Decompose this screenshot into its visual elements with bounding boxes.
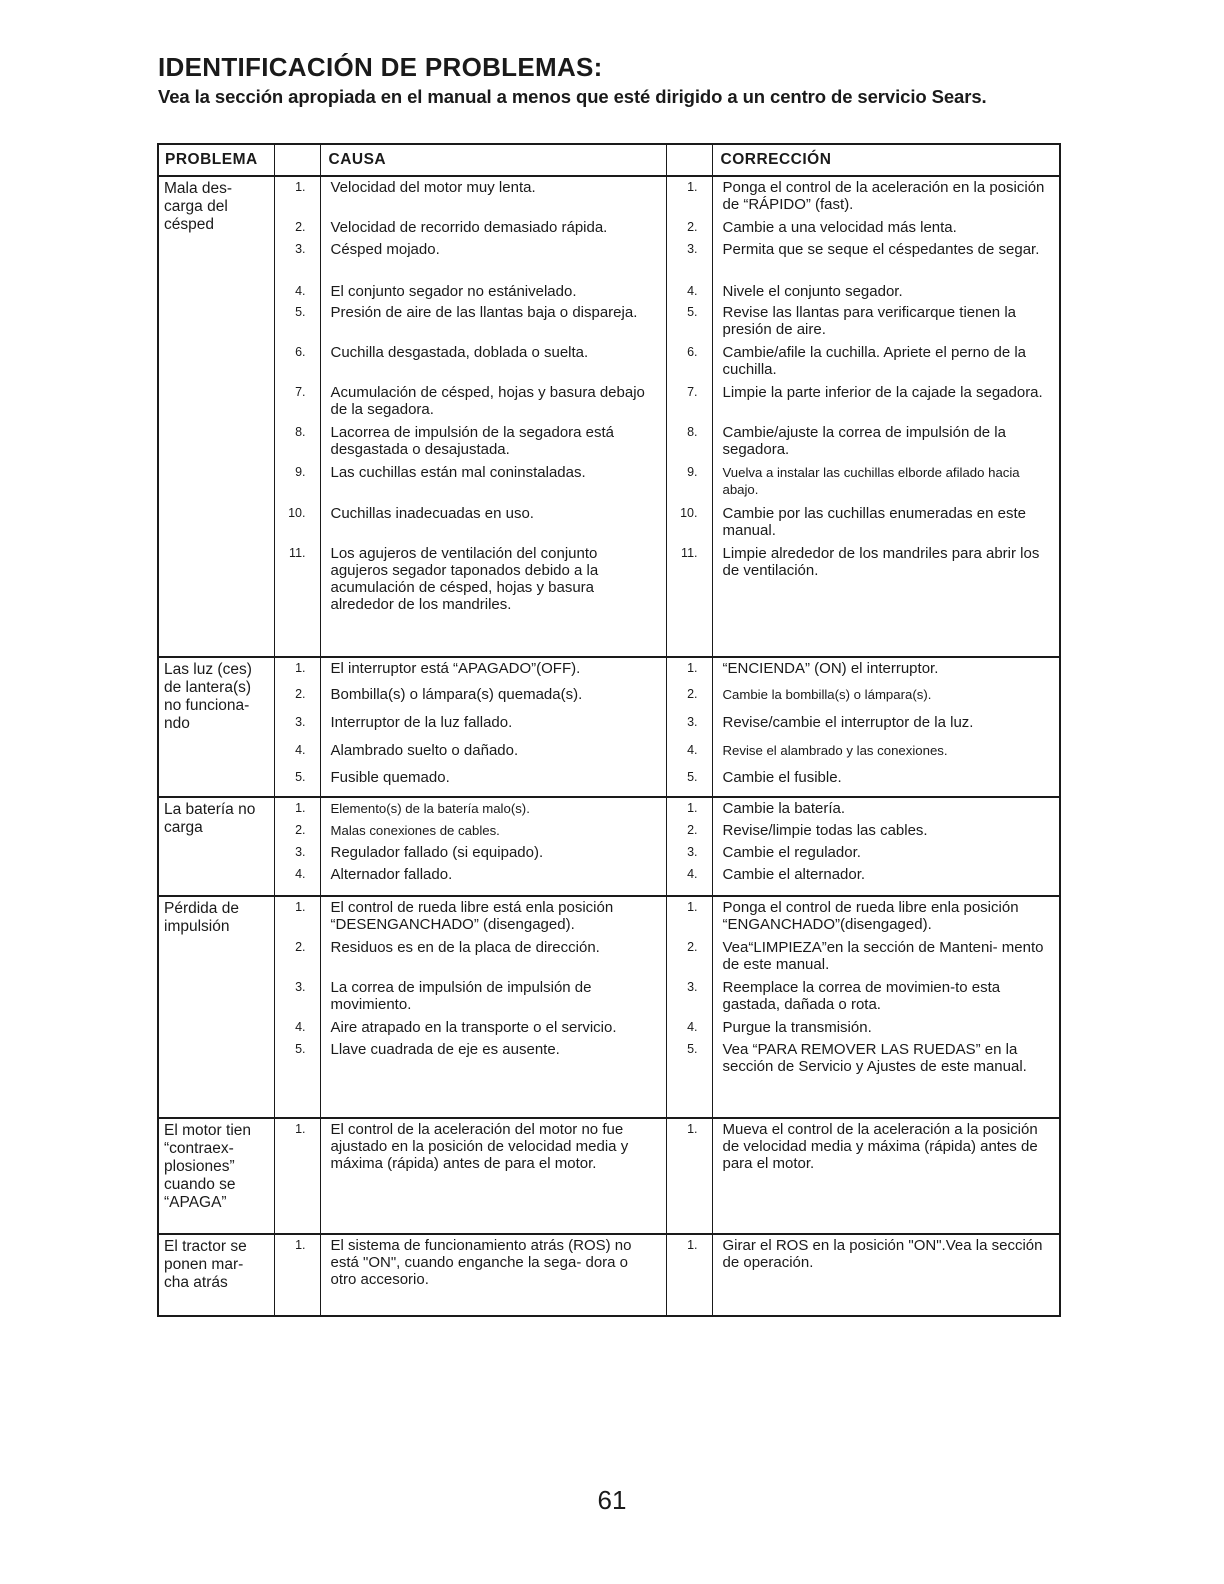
cause-text: Residuos es en de la placa de dirección. — [330, 939, 600, 956]
correction-text: Cambie la bombilla(s) o lámpara(s). — [722, 687, 932, 702]
correction-text: Cambie la batería. — [722, 800, 846, 817]
cause-text: Bombilla(s) o lámpara(s) quemada(s). — [330, 686, 583, 703]
correction-text: Ponga el control de rueda libre enla posición “ENGANCHADO”(disengaged). — [722, 899, 1019, 933]
cause-text: La correa de impulsión de impulsión de movimiento. — [330, 979, 592, 1013]
cause-number: 2. — [295, 823, 306, 837]
cause-number: 10. — [288, 506, 306, 520]
cause-text: Malas conexiones de cables. — [330, 823, 500, 838]
header-problem: PROBLEMA — [158, 144, 274, 176]
cause-number: 1. — [295, 801, 306, 815]
cause-text: El conjunto segador no estánivelado. — [330, 283, 577, 300]
cause-number: 2. — [295, 940, 306, 954]
correction-text: Revise/limpie todas las cables. — [722, 822, 928, 839]
correction-numbers-cell — [666, 1118, 712, 1234]
correction-cell — [712, 176, 1060, 657]
correction-number: 2. — [687, 940, 698, 954]
cause-text: Velocidad de recorrido demasiado rápida. — [330, 219, 608, 236]
cause-number: 6. — [295, 345, 306, 359]
cause-text: Regulador fallado (si equipado). — [330, 844, 544, 861]
cause-text: Cuchillas inadecuadas en uso. — [330, 505, 534, 522]
correction-text: Revise las llantas para verificarque tienen la presión de aire. — [722, 304, 1016, 338]
problem-group — [158, 797, 1060, 896]
correction-cell — [712, 896, 1060, 1118]
correction-text: Revise/cambie el interruptor de la luz. — [722, 714, 974, 731]
cause-number: 2. — [295, 687, 306, 701]
correction-text: Limpie la parte inferior de la cajade la segadora. — [722, 384, 1043, 401]
correction-number: 9. — [687, 465, 698, 479]
correction-text: Cambie por las cuchillas enumeradas en este manual. — [722, 505, 1026, 539]
cause-number: 1. — [295, 661, 306, 675]
table-row — [158, 176, 1060, 657]
cause-number: 5. — [295, 770, 306, 784]
table-row — [158, 896, 1060, 1118]
cause-numbers-cell — [274, 176, 320, 657]
correction-number: 1. — [687, 801, 698, 815]
correction-number: 1. — [687, 1238, 698, 1252]
correction-text: Cambie el regulador. — [722, 844, 861, 861]
correction-numbers-cell — [666, 1234, 712, 1316]
cause-text: Acumulación de césped, hojas y basura debajo de la segadora. — [330, 384, 645, 418]
page-title: IDENTIFICACIÓN DE PROBLEMAS: — [158, 52, 603, 82]
page-number: 61 — [597, 1485, 627, 1515]
header-correction-num — [666, 144, 712, 176]
correction-number: 5. — [687, 305, 698, 319]
problem-cell: El tractor se ponen mar- cha atrás — [158, 1234, 274, 1316]
problem-group — [158, 657, 1060, 797]
correction-cell — [712, 1118, 1060, 1234]
correction-numbers-cell — [666, 176, 712, 657]
cause-text: Fusible quemado. — [330, 769, 450, 786]
cause-text: Presión de aire de las llantas baja o dispareja. — [330, 304, 638, 321]
correction-numbers-cell — [666, 896, 712, 1118]
correction-text: “ENCIENDA” (ON) el interruptor. — [722, 660, 939, 677]
correction-number: 4. — [687, 867, 698, 881]
correction-cell — [712, 657, 1060, 797]
correction-number: 3. — [687, 715, 698, 729]
cause-text: Aire atrapado en la transporte o el servicio. — [330, 1019, 617, 1036]
cause-text: Alternador fallado. — [330, 866, 453, 883]
cause-number: 1. — [295, 180, 306, 194]
cause-text: El sistema de funcionamiento atrás (ROS) no está "ON", cuando enganche la sega- dora o otro accesorio. — [330, 1237, 632, 1288]
correction-number: 3. — [687, 845, 698, 859]
table-header-row — [158, 144, 1060, 176]
table-row — [158, 1234, 1060, 1316]
cause-numbers-cell — [274, 896, 320, 1118]
correction-text: Permita que se seque el céspedantes de segar. — [722, 241, 1040, 258]
table-row — [158, 657, 1060, 797]
correction-text: Revise el alambrado y las conexiones. — [722, 743, 948, 758]
correction-text: Vuelva a instalar las cuchillas elborde afilado hacia abajo. — [722, 465, 1020, 497]
cause-number: 9. — [295, 465, 306, 479]
cause-text: Lacorrea de impulsión de la segadora está desgastada o desajustada. — [330, 424, 615, 458]
correction-text: Cambie a una velocidad más lenta. — [722, 219, 957, 236]
correction-number: 3. — [687, 242, 698, 256]
correction-number: 11. — [681, 546, 698, 560]
cause-number: 4. — [295, 743, 306, 757]
header-cause-num — [274, 144, 320, 176]
correction-cell — [712, 1234, 1060, 1316]
cause-number: 3. — [295, 715, 306, 729]
cause-text: El control de la aceleración del motor no fue ajustado en la posición de velocidad media y máxima (rápida) antes de para el motor. — [330, 1121, 629, 1172]
cause-number: 3. — [295, 845, 306, 859]
cause-number: 1. — [295, 1238, 306, 1252]
correction-number: 1. — [687, 1122, 698, 1136]
cause-cell — [320, 797, 666, 896]
cause-number: 4. — [295, 1020, 306, 1034]
correction-numbers-cell — [666, 657, 712, 797]
correction-number: 7. — [687, 385, 698, 399]
correction-number: 4. — [687, 284, 698, 298]
problem-cell: Pérdida de impulsión — [158, 896, 274, 1118]
problem-group — [158, 896, 1060, 1118]
cause-text: Velocidad del motor muy lenta. — [330, 179, 536, 196]
cause-numbers-cell — [274, 797, 320, 896]
correction-number: 10. — [680, 506, 698, 520]
cause-cell — [320, 1234, 666, 1316]
cause-cell — [320, 176, 666, 657]
correction-number: 3. — [687, 980, 698, 994]
cause-number: 4. — [295, 284, 306, 298]
correction-number: 6. — [687, 345, 698, 359]
correction-number: 5. — [687, 1042, 698, 1056]
cause-text: Los agujeros de ventilación del conjunto agujeros segador taponados debido a la acumulación de césped, hojas y basura alrededor de los mandriles. — [330, 545, 599, 613]
cause-text: Cuchilla desgastada, doblada o suelta. — [330, 344, 589, 361]
cause-number: 4. — [295, 867, 306, 881]
cause-cell — [320, 1118, 666, 1234]
correction-text: Vea “PARA REMOVER LAS RUEDAS” en la sección de Servicio y Ajustes de este manual. — [722, 1041, 1027, 1075]
cause-numbers-cell — [274, 1234, 320, 1316]
problem-group — [158, 1118, 1060, 1234]
cause-number: 2. — [295, 220, 306, 234]
correction-text: Mueva el control de la aceleración a la posición de velocidad media y máxima (rápida) antes de para el motor. — [722, 1121, 1038, 1172]
cause-text: El interruptor está “APAGADO”(OFF). — [330, 660, 581, 677]
cause-numbers-cell — [274, 1118, 320, 1234]
cause-number: 1. — [295, 1122, 306, 1136]
correction-number: 1. — [687, 180, 698, 194]
cause-text: Césped mojado. — [330, 241, 440, 258]
cause-text: Elemento(s) de la batería malo(s). — [330, 801, 530, 816]
problem-group — [158, 176, 1060, 657]
correction-number: 4. — [687, 1020, 698, 1034]
cause-cell — [320, 896, 666, 1118]
correction-number: 1. — [687, 661, 698, 675]
cause-text: Llave cuadrada de eje es ausente. — [330, 1041, 560, 1058]
problem-cell: La batería no carga — [158, 797, 274, 896]
problem-cell: Mala des- carga del césped — [158, 176, 274, 657]
correction-numbers-cell — [666, 797, 712, 896]
correction-number: 1. — [687, 900, 698, 914]
problem-cell: Las luz (ces) de lantera(s) no funciona- ndo — [158, 657, 274, 797]
correction-text: Purgue la transmisión. — [722, 1019, 872, 1036]
cause-number: 3. — [295, 980, 306, 994]
cause-text: Interruptor de la luz fallado. — [330, 714, 513, 731]
correction-text: Ponga el control de la aceleración en la posición de “RÁPIDO” (fast). — [722, 179, 1045, 213]
correction-number: 5. — [687, 770, 698, 784]
correction-text: Cambie/afile la cuchilla. Apriete el perno de la cuchilla. — [722, 344, 1027, 378]
cause-number: 7. — [295, 385, 306, 399]
correction-text: Vea“LIMPIEZA”en la sección de Manteni- mento de este manual. — [722, 939, 1044, 973]
page-subtitle: Vea la sección apropiada en el manual a menos que esté dirigido a un centro de servicio Sears. — [158, 86, 987, 107]
cause-cell — [320, 657, 666, 797]
cause-number: 1. — [295, 900, 306, 914]
correction-text: Cambie el alternador. — [722, 866, 866, 883]
table-row — [158, 797, 1060, 896]
cause-text: Las cuchillas están mal coninstaladas. — [330, 464, 586, 481]
problem-group — [158, 1234, 1060, 1316]
cause-numbers-cell — [274, 657, 320, 797]
table-row — [158, 1118, 1060, 1234]
header-correction: CORRECCIÓN — [712, 144, 1060, 176]
correction-number: 4. — [687, 743, 698, 757]
correction-number: 2. — [687, 220, 698, 234]
correction-text: Limpie alrededor de los mandriles para abrir los de ventilación. — [722, 545, 1040, 579]
correction-text: Reemplace la correa de movimien-to esta gastada, dañada o rota. — [722, 979, 1001, 1013]
cause-number: 5. — [295, 305, 306, 319]
cause-text: El control de rueda libre está enla posición “DESENGANCHADO” (disengaged). — [330, 899, 614, 933]
correction-text: Cambie/ajuste la correa de impulsión de la segadora. — [722, 424, 1006, 458]
correction-number: 2. — [687, 687, 698, 701]
correction-text: Nivele el conjunto segador. — [722, 283, 903, 300]
correction-text: Cambie el fusible. — [722, 769, 842, 786]
header-cause: CAUSA — [320, 144, 666, 176]
correction-cell — [712, 797, 1060, 896]
correction-text: Girar el ROS en la posición "ON".Vea la sección de operación. — [722, 1237, 1043, 1271]
problem-cell: El motor tien “contraex- plosiones” cuando se “APAGA” — [158, 1118, 274, 1234]
cause-number: 3. — [295, 242, 306, 256]
cause-number: 8. — [295, 425, 306, 439]
cause-number: 11. — [289, 546, 306, 560]
cause-text: Alambrado suelto o dañado. — [330, 742, 519, 759]
cause-number: 5. — [295, 1042, 306, 1056]
correction-number: 8. — [687, 425, 698, 439]
correction-number: 2. — [687, 823, 698, 837]
troubleshooting-table — [157, 143, 1061, 1317]
